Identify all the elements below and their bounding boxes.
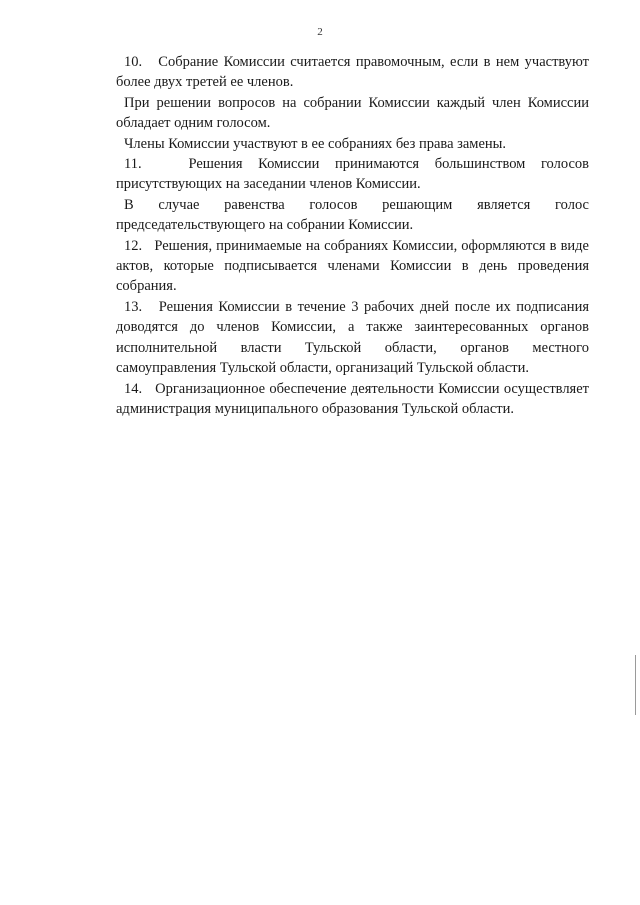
- scan-edge-line: [635, 655, 636, 715]
- paragraph-10-no-substitution: Члены Комиссии участвуют в ее собраниях без права замены.: [124, 135, 507, 152]
- paragraph-12: 12. Решения, принимаемые на собраниях Комиссии, оформляются в виде актов, которые подписывается членами Комиссии в день проведения собрания.: [116, 237, 589, 295]
- paragraph-11-tie: В случае равенства голосов решающим является голос председательствующего на собрании Комиссии.: [116, 196, 589, 234]
- paragraph-10-voting: При решении вопросов на собрании Комиссии каждый член Комиссии обладает одним голосом.: [116, 94, 589, 132]
- paragraph-14: 14. Организационное обеспечение деятельности Комиссии осуществляет администрация муниципального образования Тульской области.: [116, 380, 589, 417]
- paragraph-13: 13. Решения Комиссии в течение 3 рабочих дней после их подписания доводятся до членов Комиссии, а также заинтересованных органов исполнительной власти Тульской области, органов местного самоуправления Тульской области, организаций Тульской области.: [116, 298, 589, 377]
- document-body: [116, 52, 589, 419]
- paragraph-10: 10. Собрание Комиссии считается правомочным, если в нем участвуют более двух третей ее членов.: [116, 54, 589, 91]
- paragraph-11: 11. Решения Комиссии принимаются большинством голосов присутствующих на заседании членов Комиссии.: [116, 156, 589, 193]
- page-number: 2: [317, 26, 323, 38]
